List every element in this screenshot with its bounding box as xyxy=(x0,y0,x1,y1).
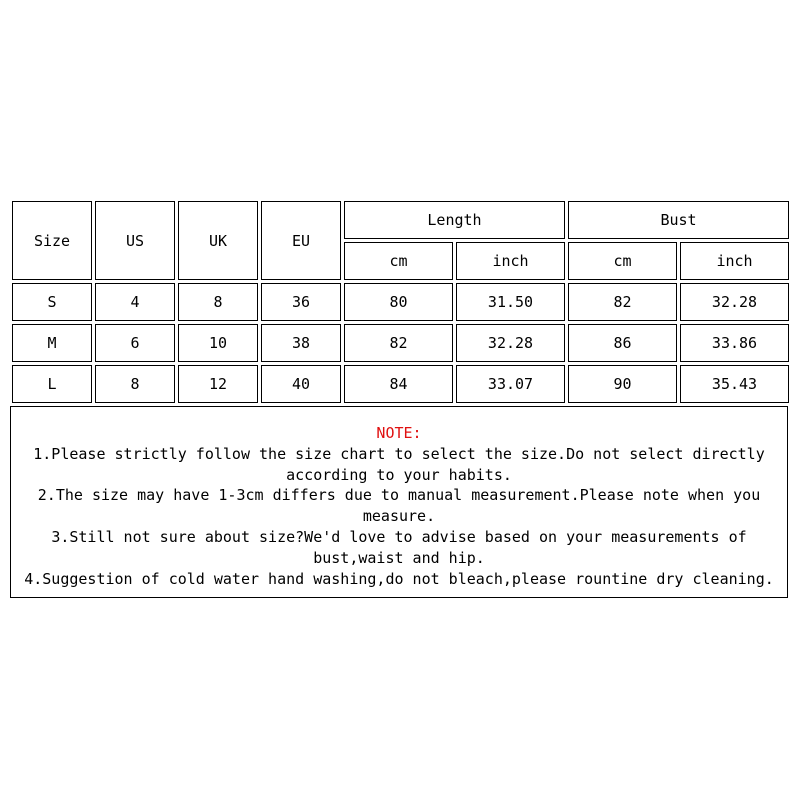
note-line: bust,waist and hip. xyxy=(313,548,485,567)
header-length-inch: inch xyxy=(456,242,565,280)
header-length-cm: cm xyxy=(344,242,453,280)
note-line: 3.Still not sure about size?We'd love to advise based on your measurements of xyxy=(51,527,747,546)
note-box xyxy=(10,406,788,598)
cell-bust-inch: 35.43 xyxy=(680,365,789,403)
cell-length-inch: 32.28 xyxy=(456,324,565,362)
note-line: according to your habits. xyxy=(286,465,512,484)
note-title: NOTE: xyxy=(376,424,422,442)
cell-us: 8 xyxy=(95,365,175,403)
header-row xyxy=(12,201,789,239)
cell-eu: 36 xyxy=(261,283,341,321)
cell-uk: 8 xyxy=(178,283,258,321)
header-length: Length xyxy=(344,201,565,239)
cell-bust-inch: 32.28 xyxy=(680,283,789,321)
cell-bust-inch: 33.86 xyxy=(680,324,789,362)
table-row xyxy=(12,283,789,321)
cell-length-inch: 33.07 xyxy=(456,365,565,403)
cell-us: 6 xyxy=(95,324,175,362)
note-line: measure. xyxy=(362,507,436,526)
cell-eu: 38 xyxy=(261,324,341,362)
header-uk: UK xyxy=(178,201,258,280)
header-size: Size xyxy=(12,201,92,280)
cell-length-cm: 80 xyxy=(344,283,453,321)
cell-uk: 12 xyxy=(178,365,258,403)
header-bust-inch: inch xyxy=(680,242,789,280)
note-line: 1.Please strictly follow the size chart to select the size.Do not select directly xyxy=(33,444,765,463)
cell-length-cm: 82 xyxy=(344,324,453,362)
cell-uk: 10 xyxy=(178,324,258,362)
header-bust-cm: cm xyxy=(568,242,677,280)
size-table xyxy=(9,198,792,406)
cell-eu: 40 xyxy=(261,365,341,403)
cell-size: L xyxy=(12,365,92,403)
table-row xyxy=(12,365,789,403)
table-row xyxy=(12,324,789,362)
cell-bust-cm: 86 xyxy=(568,324,677,362)
cell-us: 4 xyxy=(95,283,175,321)
cell-size: M xyxy=(12,324,92,362)
cell-size: S xyxy=(12,283,92,321)
header-eu: EU xyxy=(261,201,341,280)
note-line: 4.Suggestion of cold water hand washing,do not bleach,please rountine dry cleaning. xyxy=(24,569,774,588)
header-us: US xyxy=(95,201,175,280)
cell-bust-cm: 90 xyxy=(568,365,677,403)
note-line: 2.The size may have 1-3cm differs due to manual measurement.Please note when you xyxy=(37,486,761,505)
header-bust: Bust xyxy=(568,201,789,239)
cell-bust-cm: 82 xyxy=(568,283,677,321)
cell-length-cm: 84 xyxy=(344,365,453,403)
cell-length-inch: 31.50 xyxy=(456,283,565,321)
